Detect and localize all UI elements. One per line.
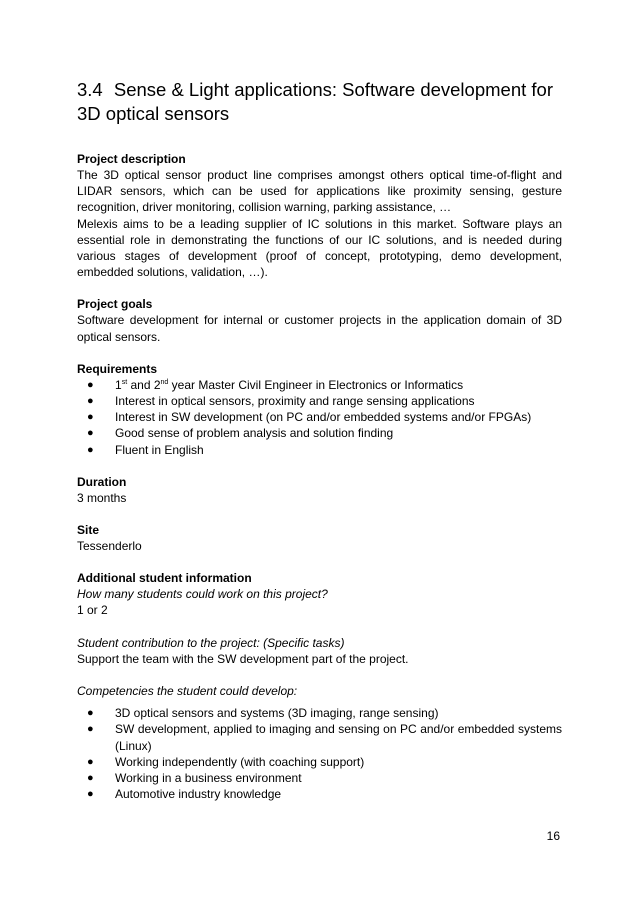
bullet-icon: ● bbox=[87, 443, 94, 456]
list-item bbox=[87, 786, 562, 802]
bullet-icon: ● bbox=[87, 395, 94, 408]
section-title-text: Sense & Light applications: Software development for 3D optical sensors bbox=[77, 79, 553, 124]
project-goals-text: Software development for internal or customer projects in the application domain of 3D optical sensors. bbox=[77, 313, 562, 344]
year-second: and 2 bbox=[127, 377, 161, 392]
students-answer: 1 or 2 bbox=[77, 603, 108, 618]
bullet-icon: ● bbox=[87, 772, 94, 785]
duration-heading: Duration bbox=[77, 474, 127, 489]
list-item bbox=[87, 393, 562, 409]
project-goals-section bbox=[77, 296, 562, 344]
bullet-icon: ● bbox=[87, 378, 94, 391]
section-title bbox=[77, 78, 562, 126]
list-item bbox=[87, 770, 562, 786]
bullet-icon: ● bbox=[87, 411, 94, 424]
project-description-heading: Project description bbox=[77, 152, 186, 166]
list-item-text: Working in a business environment bbox=[115, 771, 302, 786]
competencies-list bbox=[77, 705, 562, 802]
bullet-icon: ● bbox=[87, 755, 94, 768]
list-item-text: Interest in optical sensors, proximity and range sensing applications bbox=[115, 394, 475, 409]
additional-info-section bbox=[77, 570, 562, 802]
list-item-text: 3D optical sensors and systems (3D imaging, range sensing) bbox=[115, 706, 439, 721]
site-value: Tessenderlo bbox=[77, 539, 142, 554]
list-item bbox=[87, 377, 562, 393]
site-section bbox=[77, 522, 562, 554]
bullet-icon: ● bbox=[87, 723, 94, 736]
degree-text: year Master Civil Engineer in Electronics or Informatics bbox=[168, 377, 464, 392]
list-item-text: Good sense of problem analysis and solution finding bbox=[115, 426, 394, 441]
project-goals-heading: Project goals bbox=[77, 297, 153, 312]
list-item bbox=[87, 754, 562, 770]
page-number: 16 bbox=[546, 829, 560, 843]
list-item-text: Fluent in English bbox=[115, 442, 204, 457]
competencies-question: Competencies the student could develop: bbox=[77, 684, 298, 699]
students-question: How many students could work on this project? bbox=[77, 587, 328, 602]
project-description-paragraph-1: The 3D optical sensor product line comprises amongst others optical time-of-flight and LIDAR sensors, which can be used for applications like proximity sensing, gesture recognition, driver monitoring, collision warning, parking assistance, … bbox=[77, 168, 562, 215]
list-item bbox=[87, 721, 562, 753]
list-item-text: Working independently (with coaching support) bbox=[115, 754, 365, 769]
bullet-icon: ● bbox=[87, 707, 94, 720]
list-item-text: Interest in SW development (on PC and/or embedded systems and/or FPGAs) bbox=[115, 410, 532, 425]
requirements-heading: Requirements bbox=[77, 361, 158, 376]
requirements-list bbox=[77, 377, 562, 458]
document-page bbox=[77, 78, 562, 818]
site-heading: Site bbox=[77, 523, 100, 538]
list-item bbox=[87, 705, 562, 721]
list-item bbox=[87, 425, 562, 441]
list-item bbox=[87, 442, 562, 458]
ordinal-suffix: st bbox=[121, 378, 128, 386]
duration-value: 3 months bbox=[77, 490, 127, 505]
section-number: 3.4 bbox=[77, 79, 103, 100]
additional-info-heading: Additional student information bbox=[77, 571, 252, 586]
list-item-text: SW development, applied to imaging and sensing on PC and/or embedded systems (Linux) bbox=[115, 722, 562, 753]
project-description-section bbox=[77, 151, 562, 280]
ordinal-suffix: nd bbox=[160, 378, 169, 386]
year-first: 1 bbox=[115, 377, 122, 392]
duration-section bbox=[77, 474, 562, 506]
contribution-answer: Support the team with the SW development part of the project. bbox=[77, 651, 409, 666]
bullet-icon: ● bbox=[87, 427, 94, 440]
list-item-text: Automotive industry knowledge bbox=[115, 787, 282, 802]
list-item bbox=[87, 409, 562, 425]
contribution-question: Student contribution to the project: (Specific tasks) bbox=[77, 635, 345, 650]
project-description-paragraph-2: Melexis aims to be a leading supplier of IC solutions in this market. Software plays an essential role in demonstrating the functions of our IC solutions, and is needed during various stages of development (proof of concept, prototyping, demo development, embedded solutions, validation, …). bbox=[77, 216, 562, 280]
bullet-icon: ● bbox=[87, 788, 94, 801]
requirements-section bbox=[77, 361, 562, 458]
